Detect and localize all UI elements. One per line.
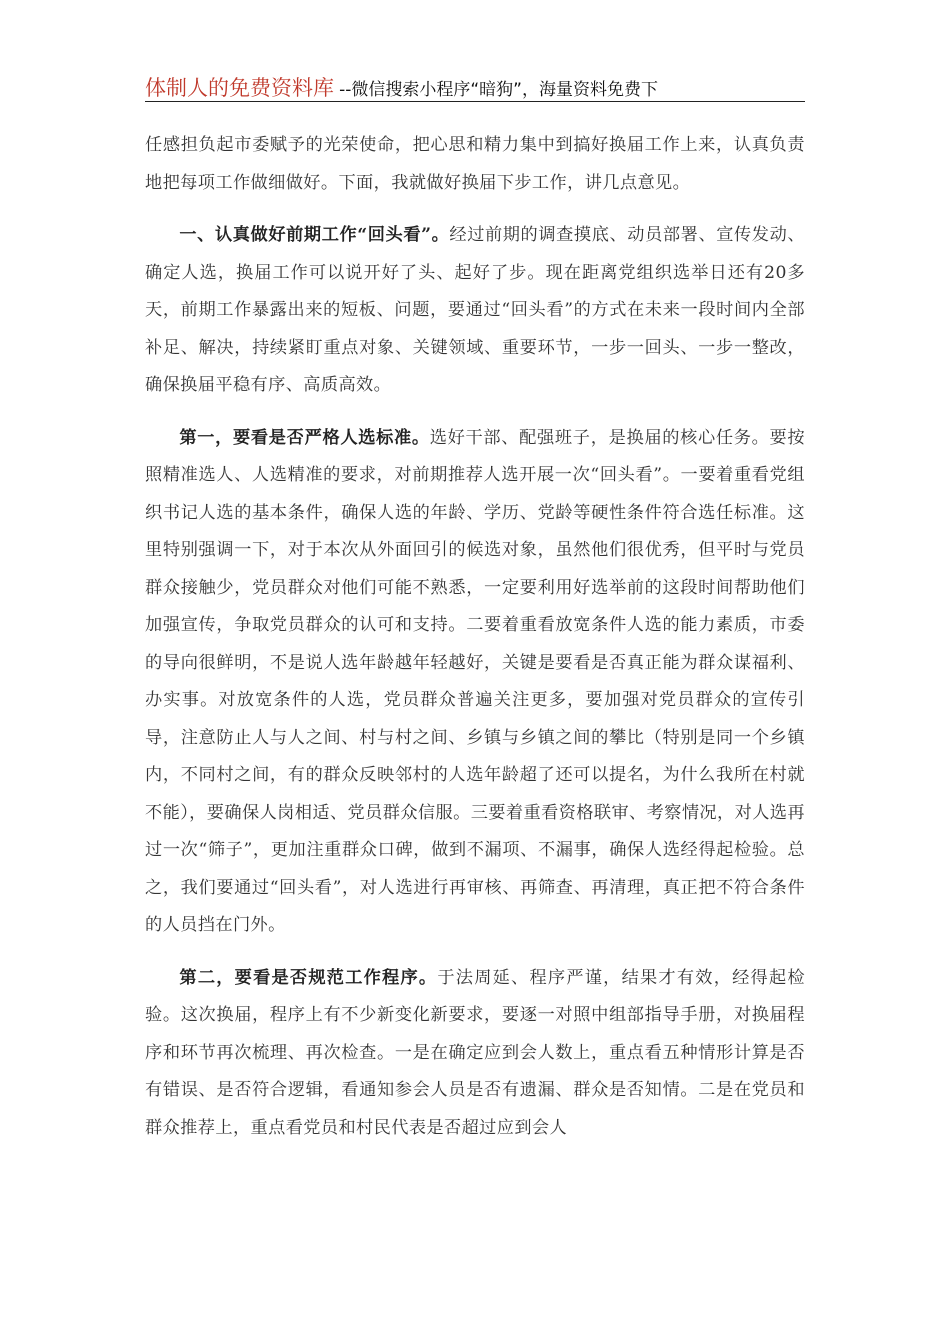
document-body	[145, 127, 805, 1147]
paragraph-text: 选好干部、配强班子，是换届的核心任务。要按照精准选人、人选精准的要求，对前期推荐人选开展一次“回头看”。一要着重看党组织书记人选的基本条件，确保人选的年龄、学历、党龄等硬性条件符合选任标准。这里特别强调一下，对于本次从外面回引的候选对象，虽然他们很优秀，但平时与党员群众接触少，党员群众对他们可能不熟悉，一定要利用好选举前的这段时间帮助他们加强宣传，争取党员群众的认可和支持。二要着重看放宽条件人选的能力素质，市委的导向很鲜明，不是说人选年龄越年轻越好，关键是要看是否真正能为群众谋福利、办实事。对放宽条件的人选，党员群众普遍关注更多，要加强对党员群众的宣传引导，注意防止人与人之间、村与村之间、乡镇与乡镇之间的攀比（特别是同一个乡镇内，不同村之间，有的群众反映邻村的人选年龄超了还可以提名，为什么我所在村就不能），要确保人岗相适、党员群众信服。三要着重看资格联审、考察情况，对人选再过一次“筛子”，更加注重群众口碑，做到不漏项、不漏事，确保人选经得起检验。总之，我们要通过“回头看”，对人选进行再审核、再筛查、再清理，真正把不符合条件的人员挡在门外。	[145, 427, 805, 935]
paragraph-point-one	[145, 420, 805, 945]
paragraph-point-two	[145, 960, 805, 1148]
paragraph-text: 于法周延、程序严谨，结果才有效，经得起检验。这次换届，程序上有不少新变化新要求，要逐一对照中组部指导手册，对换届程序和环节再次梳理、再次检查。一是在确定应到会人数上，重点看五种情形计算是否有错误、是否符合逻辑，看通知参会人员是否有遗漏、群众是否知情。二是在党员和群众推荐上，重点看党员和村民代表是否超过应到会人	[145, 967, 805, 1138]
paragraph-continued	[145, 127, 805, 202]
paragraph-text: 经过前期的调查摸底、动员部署、宣传发动、确定人选，换届工作可以说开好了头、起好了步。现在距离党组织选举日还有20多天，前期工作暴露出来的短板、问题，要通过“回头看”的方式在未来一段时间内全部补足、解决，持续紧盯重点对象、关键领域、重要环节，一步一回头、一步一整改，确保换届平稳有序、高质高效。	[145, 225, 805, 395]
paragraph-text: 任感担负起市委赋予的光荣使命，把心思和精力集中到搞好换届工作上来，认真负责地把每项工作做细做好。下面，我就做好换届下步工作，讲几点意见。	[145, 135, 805, 193]
paragraph-section-one	[145, 217, 805, 405]
section-heading: 一、认真做好前期工作“回头看”。	[179, 225, 450, 245]
point-heading: 第二，要看是否规范工作程序。	[179, 967, 438, 988]
page-header	[145, 72, 805, 102]
header-brand: 体制人的免费资料库	[145, 76, 334, 100]
header-divider	[145, 101, 805, 102]
point-heading: 第一，要看是否严格人选标准。	[179, 427, 430, 448]
header-slogan: --微信搜索小程序“暗狗”，海量资料免费下	[339, 80, 658, 100]
